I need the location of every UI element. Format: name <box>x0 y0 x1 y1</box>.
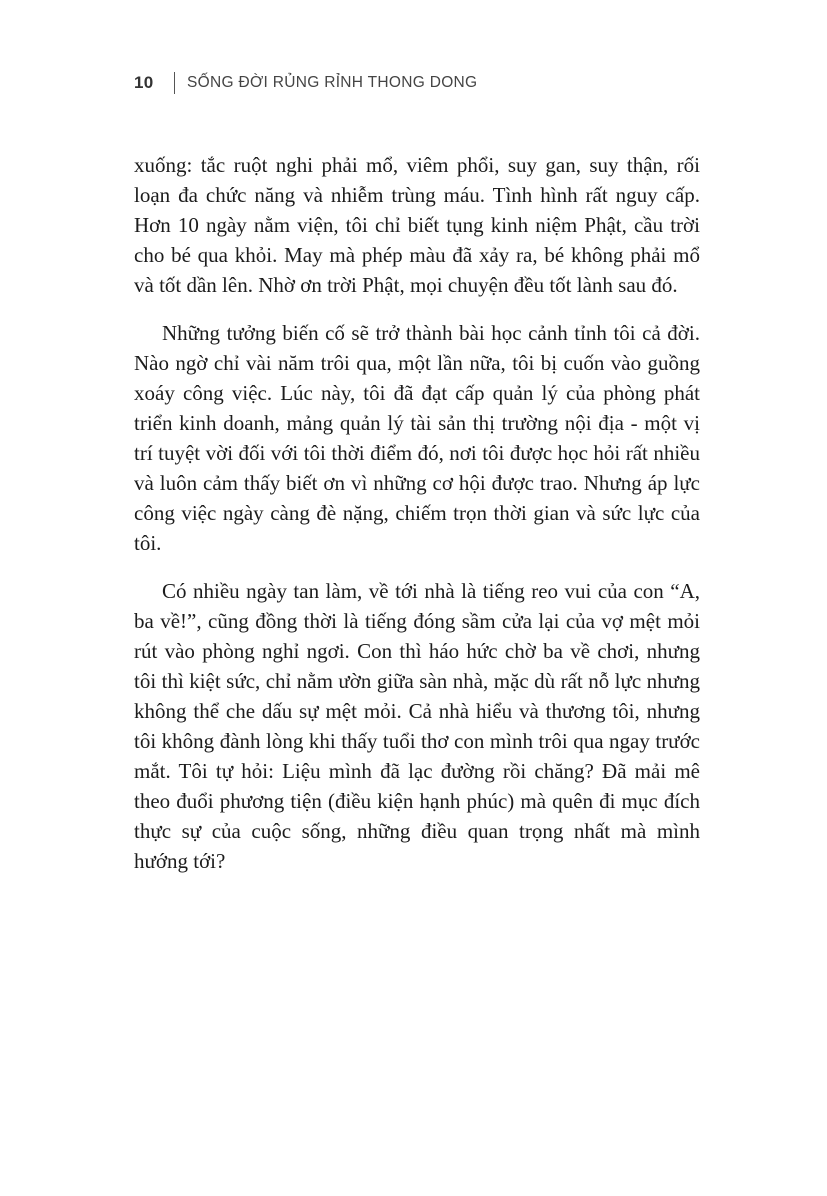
page-number: 10 <box>134 73 154 92</box>
header-divider <box>174 72 176 94</box>
paragraph: Có nhiều ngày tan làm, về tới nhà là tiếng reo vui của con “A, ba về!”, cũng đồng thời là tiếng đóng sầm cửa lại của vợ mệt mỏi rút vào phòng nghỉ ngơi. Con thì háo hức chờ ba về chơi, nhưng tôi thì kiệt sức, chỉ nằm ườn giữa sàn nhà, mặc dù rất nỗ lực nhưng không thể che dấu sự mệt mỏi. Cả nhà hiểu và thương tôi, nhưng tôi không đành lòng khi thấy tuổi thơ con mình trôi qua ngay trước mắt. Tôi tự hỏi: Liệu mình đã lạc đường rồi chăng? Đã mải mê theo đuổi phương tiện (điều kiện hạnh phúc) mà quên đi mục đích thực sự của cuộc sống, những điều quan trọng nhất mà mình hướng tới? <box>134 579 700 873</box>
paragraph-continued: xuống: tắc ruột nghi phải mổ, viêm phổi, suy gan, suy thận, rối loạn đa chức năng và nhiễm trùng máu. Tình hình rất nguy cấp. Hơn 10 ngày nằm viện, tôi chỉ biết tụng kinh niệm Phật, cầu trời cho bé qua khỏi. May mà phép màu đã xảy ra, bé không phải mổ và tốt dần lên. Nhờ ơn trời Phật, mọi chuyện đều tốt lành sau đó. <box>134 153 700 297</box>
body-text <box>134 150 700 894</box>
running-header <box>134 72 477 94</box>
paragraph: Những tưởng biến cố sẽ trở thành bài học cảnh tỉnh tôi cả đời. Nào ngờ chỉ vài năm trôi qua, một lần nữa, tôi bị cuốn vào guồng xoáy công việc. Lúc này, tôi đã đạt cấp quản lý của phòng phát triển kinh doanh, mảng quản lý tài sản thị trường nội địa - một vị trí tuyệt vời đối với tôi thời điểm đó, nơi tôi được học hỏi rất nhiều và luôn cảm thấy biết ơn vì những cơ hội được trao. Nhưng áp lực công việc ngày càng đè nặng, chiếm trọn thời gian và sức lực của tôi. <box>134 321 700 555</box>
book-title: SỐNG ĐỜI RỦNG RỈNH THONG DONG <box>187 74 478 91</box>
